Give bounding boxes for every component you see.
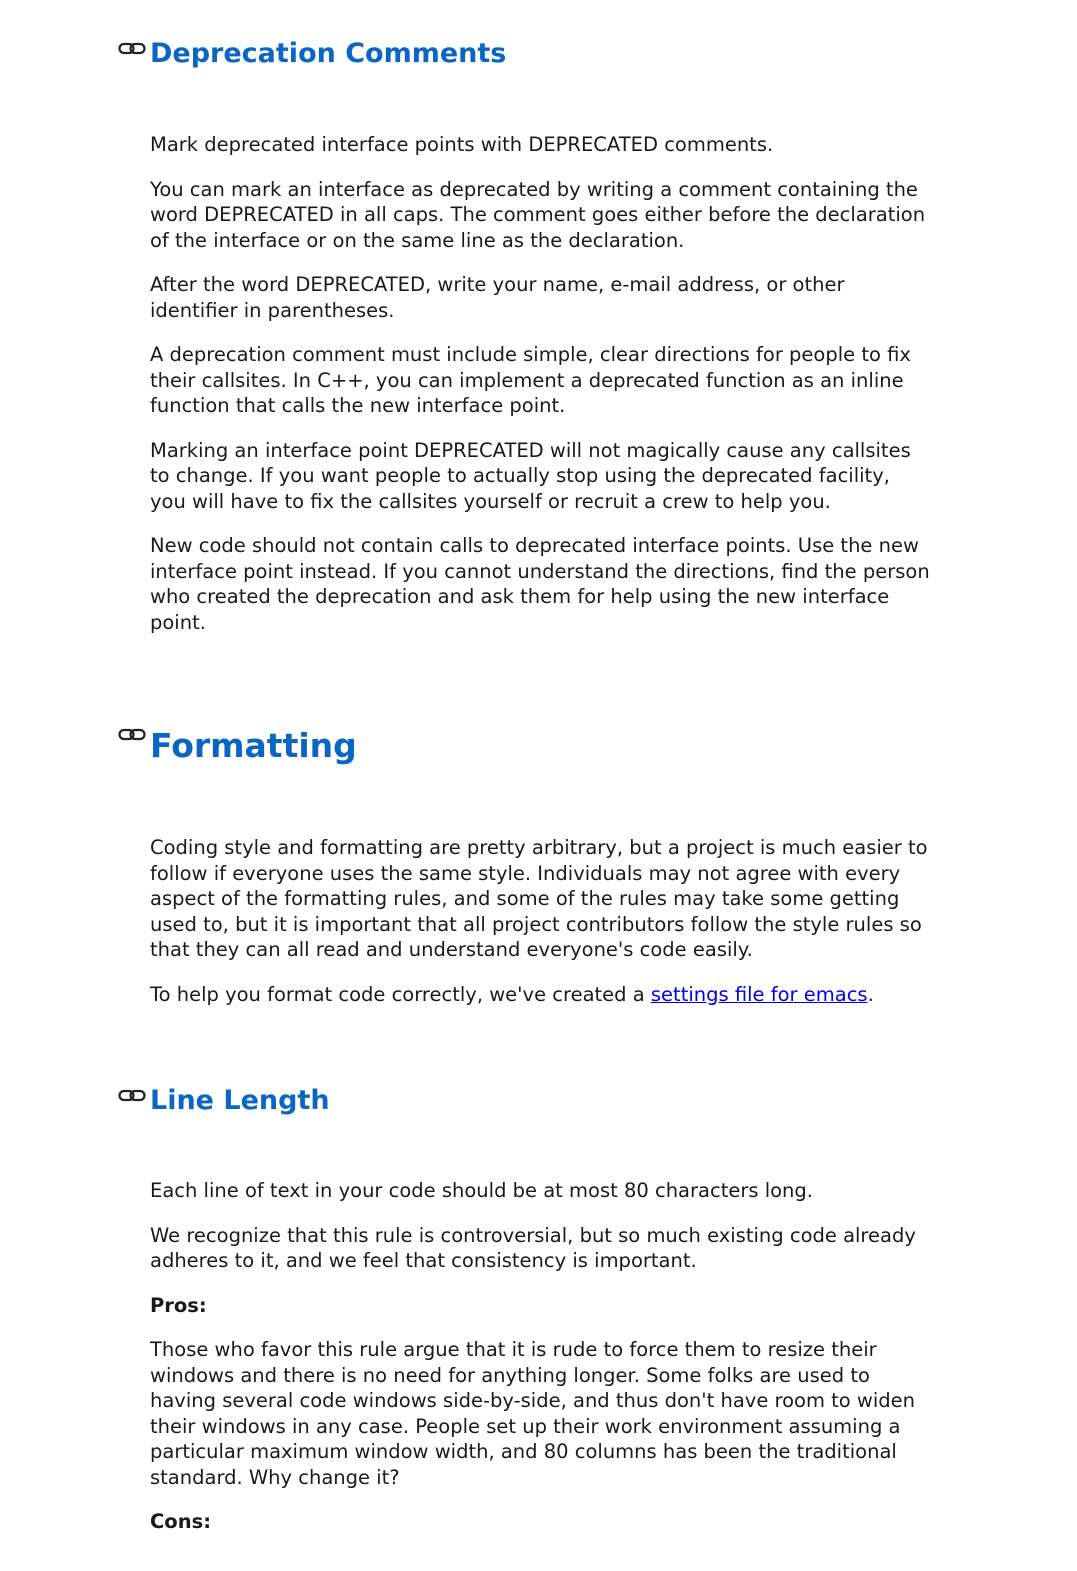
heading-text: Line Length — [150, 1085, 330, 1116]
pros-label: Pros: — [150, 1293, 207, 1317]
paragraph: Mark deprecated interface points with DEPRECATED comments. — [150, 133, 774, 156]
paragraph: Each line of text in your code should be at most 80 characters long. — [150, 1179, 813, 1202]
deprecation-body — [150, 132, 930, 654]
paragraph: Marking an interface point DEPRECATED will not magically cause any callsites to change. If you want people to actually stop using the deprecated facility, you will have to fix the callsites yourself or recruit a crew to help you. — [150, 438, 911, 513]
emacs-para-after: . — [867, 982, 874, 1006]
formatting-body — [150, 835, 930, 1026]
emacs-settings-link[interactable]: settings file for emacs — [650, 982, 868, 1006]
heading-text: Formatting — [150, 726, 357, 765]
heading-text: Deprecation Comments — [150, 38, 507, 69]
link-icon[interactable] — [118, 1089, 148, 1103]
paragraph: After the word DEPRECATED, write your name, e-mail address, or other identifier in parentheses. — [150, 273, 845, 322]
pros-paragraph: Those who favor this rule argue that it is rude to force them to resize their windows and there is no need for anything longer. Some folks are used to having several code windows side-by-side, and thus don't have room to widen their windows in any case. People set up their work environment assuming a particular maximum window width, and 80 columns has been the traditional standard. Why change it? — [150, 1338, 916, 1489]
paragraph: Coding style and formatting are pretty arbitrary, but a project is much easier to follow if everyone uses the same style. Individuals may not agree with every aspect of the formatting rules, and some of the rules may take some getting used to, but it is important that all project contributors follow the style rules so that they can all read and understand everyone's code easily. — [150, 836, 928, 961]
cons-label: Cons: — [150, 1510, 211, 1533]
line-length-body — [150, 1178, 930, 1554]
emacs-para-before: To help you format code correctly, we've created a — [150, 982, 651, 1006]
link-icon[interactable] — [118, 728, 148, 742]
paragraph: You can mark an interface as deprecated by writing a comment containing the word DEPRECATED in all caps. The comment goes either before the declaration of the interface or on the same line as the declaration. — [150, 177, 926, 252]
paragraph: We recognize that this rule is controversial, but so much existing code already adheres to it, and we feel that consistency is important. — [150, 1223, 916, 1272]
paragraph: New code should not contain calls to deprecated interface points. Use the new interface point instead. If you cannot understand the directions, find the person who created the deprecation and ask them for help using the new interface point. — [150, 534, 930, 634]
paragraph: A deprecation comment must include simple, clear directions for people to fix their callsites. In C++, you can implement a deprecated function as an inline function that calls the new interface point. — [150, 343, 911, 417]
link-icon[interactable] — [118, 42, 148, 56]
emacs-paragraph — [150, 982, 930, 1008]
